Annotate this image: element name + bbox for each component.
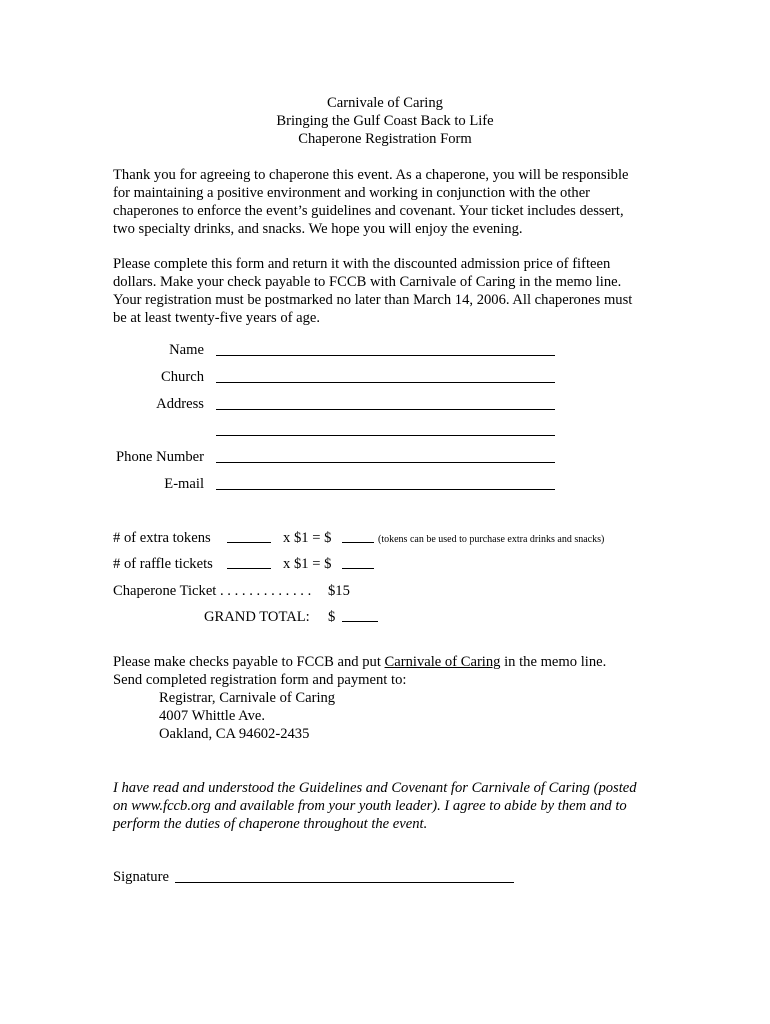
payment-text-before: Please make checks payable to FCCB and put xyxy=(113,654,385,670)
tokens-amount-field[interactable] xyxy=(342,530,374,543)
name-label: Name xyxy=(169,342,204,358)
tokens-rate: x $1 = $ xyxy=(283,530,332,546)
chaperone-ticket-price: $15 xyxy=(328,583,350,599)
church-field[interactable] xyxy=(216,382,555,383)
tokens-note: (tokens can be used to purchase extra drinks and snacks) xyxy=(378,534,605,545)
payment-text-after: in the memo line. xyxy=(500,654,607,670)
instructions-line: Your registration must be postmarked no later than March 14, 2006. All chaperones must xyxy=(113,292,633,308)
carnivale-link[interactable]: Carnivale of Caring xyxy=(384,654,501,670)
phone-label: Phone Number xyxy=(116,449,204,465)
church-label: Church xyxy=(161,369,204,385)
intro-line: chaperones to enforce the event’s guidelines and covenant. Your ticket includes dessert, xyxy=(113,203,624,219)
agreement-line: perform the duties of chaperone throughout the event. xyxy=(113,816,428,832)
agreement-line: I have read and understood the Guidelines and Covenant for Carnivale of Caring (posted xyxy=(113,780,637,796)
address-field-line2[interactable] xyxy=(216,435,555,436)
grand-total-currency: $ xyxy=(328,609,336,625)
raffle-rate: x $1 = $ xyxy=(283,556,332,572)
payment-instruction xyxy=(113,653,606,671)
instructions-line: dollars. Make your check payable to FCCB with Carnivale of Caring in the memo line. xyxy=(113,274,622,290)
instructions-line: be at least twenty-five years of age. xyxy=(113,310,321,326)
mailing-address-line: Registrar, Carnivale of Caring xyxy=(159,690,336,706)
email-field[interactable] xyxy=(216,489,555,490)
raffle-quantity-field[interactable] xyxy=(227,556,271,569)
signature-field[interactable] xyxy=(175,882,514,883)
event-subtitle: Bringing the Gulf Coast Back to Life xyxy=(276,113,494,129)
grand-total-label: GRAND TOTAL: xyxy=(204,609,310,625)
name-field[interactable] xyxy=(216,355,555,356)
intro-line: Thank you for agreeing to chaperone this event. As a chaperone, you will be responsible xyxy=(113,167,629,183)
tokens-quantity-field[interactable] xyxy=(227,530,271,543)
raffle-amount-field[interactable] xyxy=(342,556,374,569)
mailing-address-line: 4007 Whittle Ave. xyxy=(159,708,266,724)
instructions-line: Please complete this form and return it with the discounted admission price of fifteen xyxy=(113,256,611,272)
email-label: E-mail xyxy=(164,476,204,492)
tokens-label: # of extra tokens xyxy=(113,530,211,546)
signature-label: Signature xyxy=(113,869,169,885)
chaperone-ticket-label: Chaperone Ticket . . . . . . . . . . . . . xyxy=(113,583,312,599)
mailing-address-line: Oakland, CA 94602-2435 xyxy=(159,726,310,742)
grand-total-field[interactable] xyxy=(342,609,378,622)
form-title: Chaperone Registration Form xyxy=(298,131,472,147)
intro-line: for maintaining a positive environment and working in conjunction with the other xyxy=(113,185,591,201)
agreement-line: on www.fccb.org and available from your youth leader). I agree to abide by them and to xyxy=(113,798,627,814)
event-title: Carnivale of Caring xyxy=(327,95,443,111)
send-instruction: Send completed registration form and payment to: xyxy=(113,672,407,688)
address-label: Address xyxy=(156,396,204,412)
phone-field[interactable] xyxy=(216,462,555,463)
address-field-line1[interactable] xyxy=(216,409,555,410)
raffle-label: # of raffle tickets xyxy=(113,556,213,572)
intro-line: two specialty drinks, and snacks. We hope you will enjoy the evening. xyxy=(113,221,523,237)
